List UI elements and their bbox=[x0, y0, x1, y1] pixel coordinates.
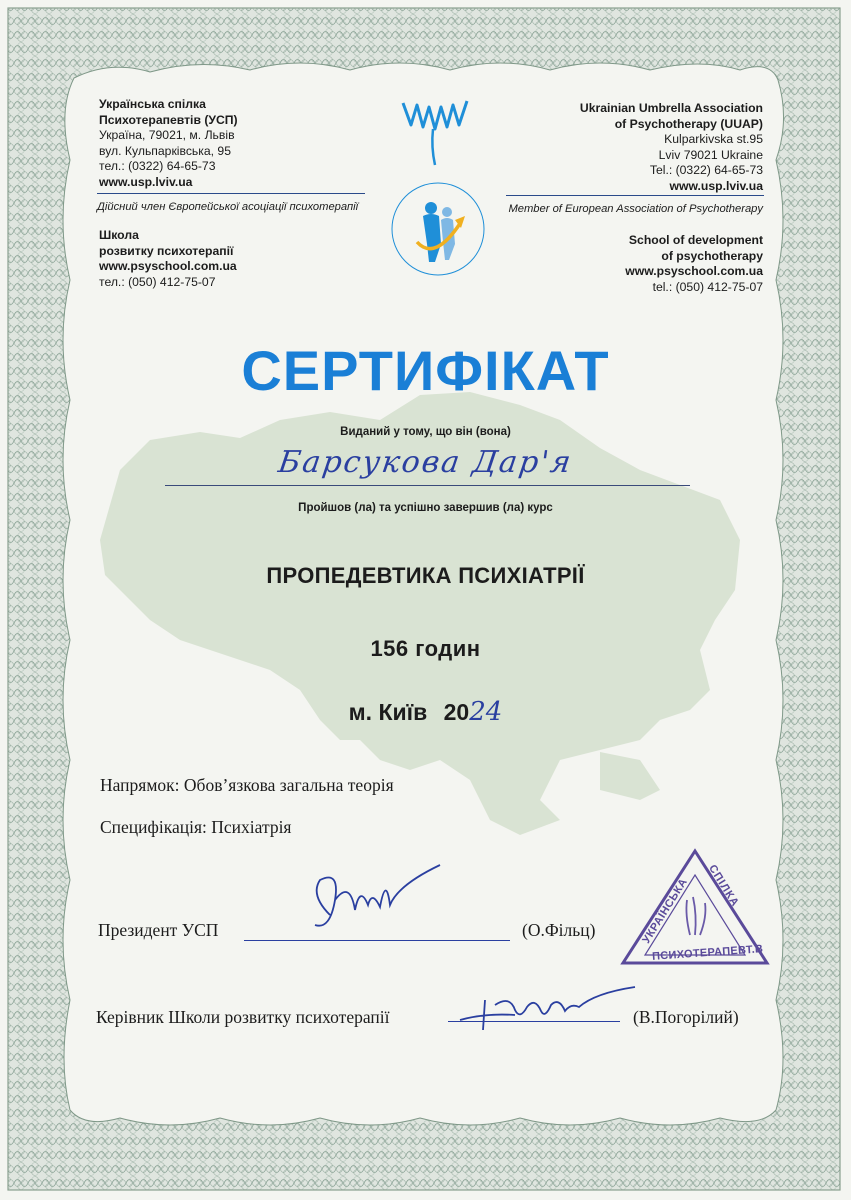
school-website-ua: www.psyschool.com.ua bbox=[99, 259, 237, 274]
org-name-en-line2: of Psychotherapy (UUAP) bbox=[614, 116, 763, 131]
usp-logo-icon bbox=[395, 85, 475, 175]
address-ua-line1: Україна, 79021, м. Львів bbox=[99, 128, 235, 143]
member-text-ua: Дійсний член Європейської асоціації психотерапії bbox=[97, 201, 359, 213]
school-phone-ua: тел.: (050) 412-75-07 bbox=[99, 274, 216, 289]
direction-value: Обов’язкова загальна теорія bbox=[183, 775, 394, 795]
city-name: м. Київ bbox=[348, 699, 428, 725]
school-head-role: Керівник Школи розвитку психотерапії bbox=[96, 1007, 390, 1027]
year-handwritten: 24 bbox=[469, 697, 503, 727]
president-name: (О.Фільц) bbox=[522, 920, 596, 940]
specification-value: Психіатрія bbox=[211, 817, 292, 837]
president-signature bbox=[290, 855, 460, 945]
completed-course-label: Пройшов (ла) та успішно завершив (ла) курс bbox=[298, 502, 553, 514]
direction-row bbox=[100, 775, 394, 796]
member-text-en: Member of European Association of Psychotherapy bbox=[508, 203, 763, 215]
school-name-en-line1: School of development bbox=[628, 233, 763, 247]
name-underline bbox=[165, 485, 690, 486]
course-name: ПРОПЕДЕВТИКА ПСИХІАТРІЇ bbox=[266, 563, 585, 588]
direction-label: Напрямок: bbox=[100, 775, 180, 795]
recipient-name-handwritten: Барсукова Дар'я bbox=[276, 445, 575, 480]
phone-ua: тел.: (0322) 64-65-73 bbox=[99, 159, 216, 174]
stamp-text-bottom: ПСИХОТЕРАПЕВТ.В bbox=[651, 943, 764, 963]
address-ua-line2: вул. Кульпарківська, 95 bbox=[99, 143, 231, 158]
certificate-title: СЕРТИФІКАТ bbox=[241, 339, 610, 402]
issued-to-label: Виданий у тому, що він (вона) bbox=[340, 426, 511, 438]
org-name-en-line1: Ukrainian Umbrella Association bbox=[579, 101, 763, 115]
school-name-en-line2: of psychotherapy bbox=[661, 248, 763, 263]
address-en-line2: Lviv 79021 Ukraine bbox=[658, 147, 763, 162]
course-hours: 156 годин bbox=[370, 636, 481, 661]
left-org-contact bbox=[99, 97, 238, 191]
org-name-ua-line1: Українська спілка bbox=[99, 97, 206, 111]
divider-right bbox=[506, 195, 764, 196]
address-en-line1: Kulparkivska st.95 bbox=[664, 132, 763, 147]
school-name-ua-line2: розвитку психотерапії bbox=[99, 243, 234, 258]
school-website-en: www.psyschool.com.ua bbox=[625, 264, 763, 279]
school-head-signature bbox=[455, 975, 645, 1035]
right-org-contact bbox=[580, 101, 763, 195]
stamp-text-left: УКРАЇНСЬКА bbox=[640, 876, 690, 946]
website-en: www.usp.lviv.ua bbox=[669, 178, 763, 193]
year-printed: 20 bbox=[443, 699, 470, 725]
divider-left bbox=[97, 193, 365, 194]
city-year bbox=[0, 697, 851, 727]
specification-row bbox=[100, 817, 292, 838]
phone-en: Tel.: (0322) 64-65-73 bbox=[649, 163, 763, 178]
specification-label: Специфікація: bbox=[100, 817, 207, 837]
website-ua: www.usp.lviv.ua bbox=[99, 174, 193, 189]
president-role: Президент УСП bbox=[98, 920, 219, 940]
school-head-name: (В.Погорілий) bbox=[633, 1007, 739, 1027]
school-logo-icon bbox=[383, 174, 493, 284]
right-school-contact bbox=[625, 233, 763, 295]
org-name-ua-line2: Психотерапевтів (УСП) bbox=[99, 112, 238, 127]
stamp-text-right: СПІЛКА bbox=[706, 862, 742, 910]
school-phone-en: tel.: (050) 412-75-07 bbox=[652, 279, 763, 294]
left-school-contact bbox=[99, 228, 237, 290]
school-name-ua-line1: Школа bbox=[99, 228, 139, 242]
